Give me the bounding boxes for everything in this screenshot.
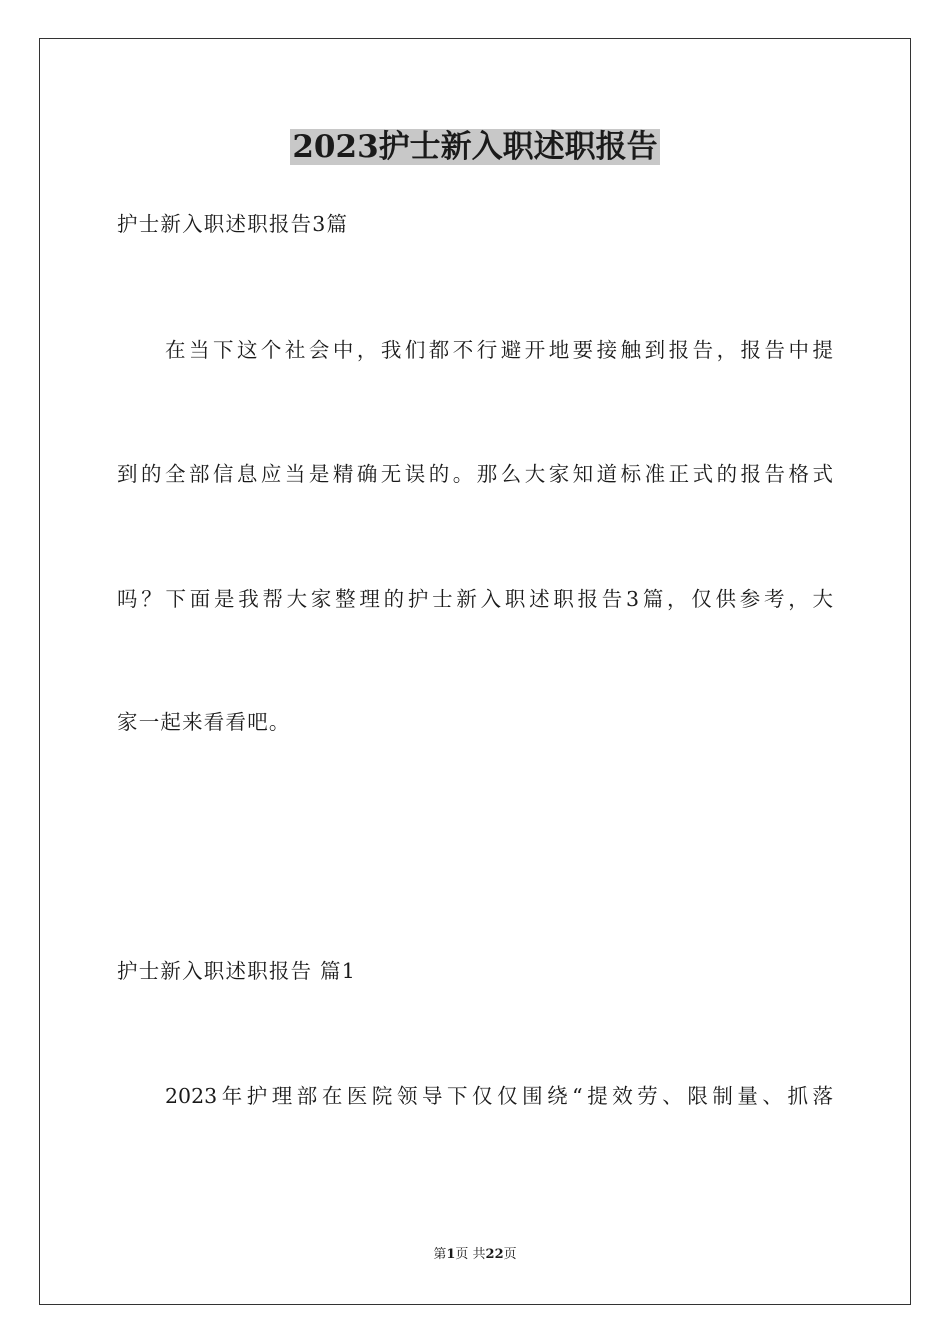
intro-line-1: 在当下这个社会中，我们都不行避开地要接触到报告，报告中提 xyxy=(165,338,833,362)
document-subtitle: 护士新入职述职报告3篇 xyxy=(117,212,349,236)
page-footer xyxy=(0,1246,950,1264)
footer-page-current: 1 xyxy=(446,1247,456,1262)
footer-prefix: 第 xyxy=(433,1247,447,1262)
document-title xyxy=(0,126,950,168)
body-line-1: 2023年护理部在医院领导下仅仅围绕“提效劳、限制量、抓落 xyxy=(165,1084,833,1108)
intro-line-2: 到的全部信息应当是精确无误的。那么大家知道标准正式的报告格式 xyxy=(117,462,833,486)
footer-mid: 页 共 xyxy=(455,1247,486,1262)
footer-suffix: 页 xyxy=(503,1247,517,1262)
intro-line-3: 吗？下面是我帮大家整理的护士新入职述职报告3篇，仅供参考，大 xyxy=(117,587,833,611)
footer-page-total: 22 xyxy=(485,1247,504,1262)
intro-line-4: 家一起来看看吧。 xyxy=(117,710,291,734)
document-title-text: 2023护士新入职述职报告 xyxy=(292,129,658,165)
section-heading: 护士新入职述职报告 篇1 xyxy=(117,959,356,983)
